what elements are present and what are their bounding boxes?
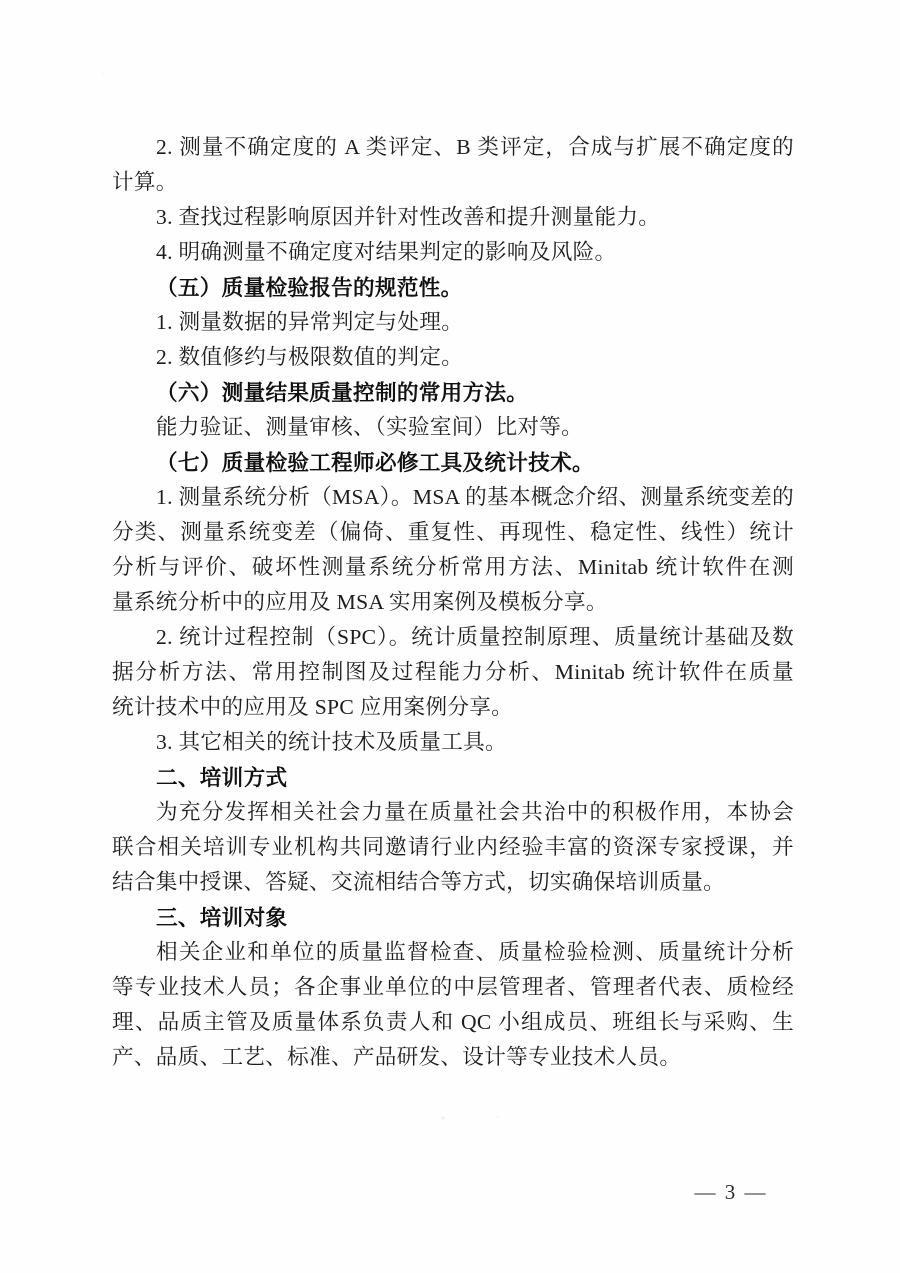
text-line: （七）质量检验工程师必修工具及统计技术。 (156, 450, 594, 475)
text-line: 联合相关培训专业机构共同邀请行业内经验丰富的资深专家授课，并 (112, 835, 794, 859)
text-line: 量系统分析中的应用及 MSA 实用案例及模板分享。 (112, 590, 608, 614)
text-line: 3. 其它相关的统计技术及质量工具。 (156, 730, 507, 754)
text-line: 统计技术中的应用及 SPC 应用案例分享。 (112, 695, 514, 719)
text-line: 二、培训方式 (156, 765, 288, 790)
text-line: 产、品质、工艺、标准、产品研发、设计等专业技术人员。 (112, 1045, 682, 1069)
text-line: 4. 明确测量不确定度对结果判定的影响及风险。 (156, 240, 617, 264)
text-line: 2. 测量不确定度的 A 类评定、B 类评定，合成与扩展不确定度的 (156, 135, 794, 159)
text-line: 2. 统计过程控制（SPC）。统计质量控制原理、质量统计基础及数 (156, 625, 794, 649)
text-line: 计算。 (112, 170, 178, 194)
text-line: 分析与评价、破坏性测量系统分析常用方法、Minitab 统计软件在测 (112, 555, 794, 579)
text-line: 为充分发挥相关社会力量在质量社会共治中的积极作用，本协会 (156, 800, 794, 824)
text-line: （六）测量结果质量控制的常用方法。 (156, 380, 529, 405)
text-line: 理、品质主管及质量体系负责人和 QC 小组成员、班组长与采购、生 (112, 1010, 794, 1034)
text-line: 等专业技术人员；各企事业单位的中层管理者、管理者代表、质检经 (112, 975, 794, 999)
document-body (112, 130, 794, 1075)
text-line: 结合集中授课、答疑、交流相结合等方式，切实确保培训质量。 (112, 870, 726, 894)
text-line: 据分析方法、常用控制图及过程能力分析、Minitab 统计软件在质量 (112, 660, 794, 684)
text-line: 1. 测量数据的异常判定与处理。 (156, 310, 464, 334)
text-line: 2. 数值修约与极限数值的判定。 (156, 345, 464, 369)
text-line: 3. 查找过程影响原因并针对性改善和提升测量能力。 (156, 205, 661, 229)
text-line: 三、培训对象 (156, 905, 288, 930)
text-line: （五）质量检验报告的规范性。 (156, 275, 463, 300)
text-line: 分类、测量系统变差（偏倚、重复性、再现性、稳定性、线性）统计 (112, 520, 794, 544)
text-line: 能力验证、测量审核、（实验室间）比对等。 (156, 415, 584, 439)
text-line: 1. 测量系统分析（MSA）。MSA 的基本概念介绍、测量系统变差的 (156, 485, 794, 509)
page-number: — 3 — (694, 1180, 768, 1204)
text-line: 相关企业和单位的质量监督检查、质量检验检测、质量统计分析 (156, 940, 794, 964)
